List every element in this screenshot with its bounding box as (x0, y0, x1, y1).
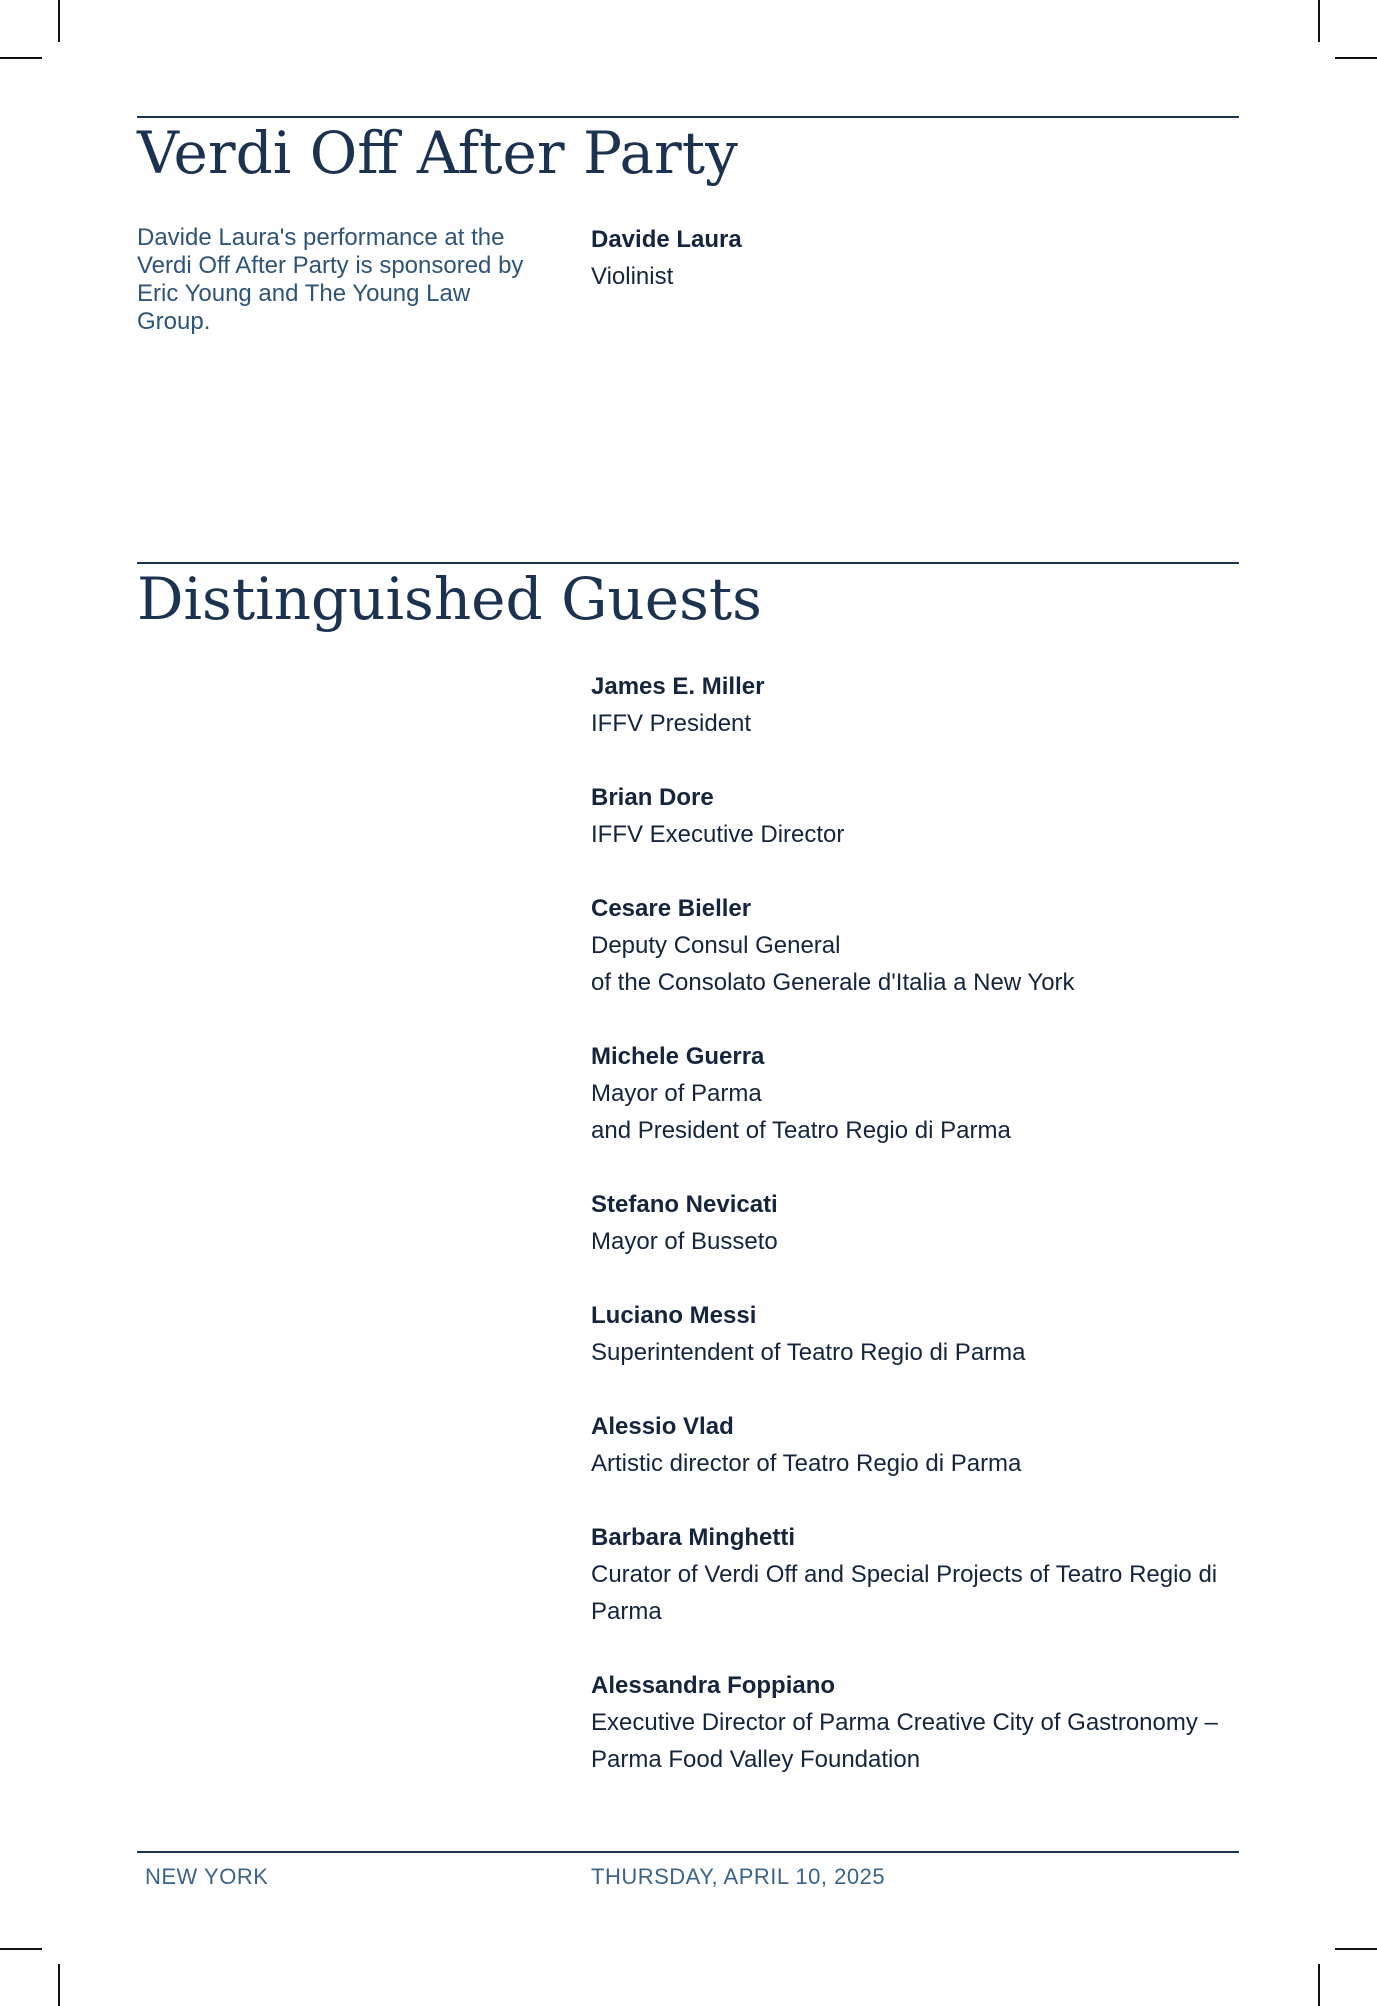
guest-title-line: IFFV Executive Director (591, 821, 845, 848)
footer-date: THURSDAY, APRIL 10, 2025 (591, 1864, 886, 1889)
performer-name: Davide Laura (591, 226, 742, 253)
performer-entry (591, 221, 1231, 295)
crop-mark-top-left-horizontal (0, 57, 42, 59)
guest-name: Stefano Nevicati (591, 1191, 778, 1218)
guest-name: Michele Guerra (591, 1043, 765, 1070)
guest-title-line: Mayor of Busseto (591, 1228, 778, 1255)
crop-mark-top-right-horizontal (1335, 57, 1377, 59)
guest-entry (591, 1519, 1231, 1630)
guest-name: Luciano Messi (591, 1302, 757, 1329)
crop-mark-bottom-left-horizontal (0, 1948, 42, 1950)
guest-name: Barbara Minghetti (591, 1524, 796, 1551)
guest-name: Brian Dore (591, 784, 714, 811)
crop-mark-top-right-vertical (1318, 0, 1320, 42)
guest-title-line: Mayor of Parma (591, 1080, 762, 1107)
guest-title-line: of the Consolato Generale d'Italia a New York (591, 969, 1075, 996)
guest-title-line: Artistic director of Teatro Regio di Parma (591, 1450, 1022, 1477)
section-rule-guests (137, 562, 1239, 564)
guest-entry (591, 1186, 1231, 1260)
guest-name: Alessandra Foppiano (591, 1672, 836, 1699)
performance-title: Verdi Off After Party (137, 119, 738, 187)
guest-title-line: and President of Teatro Regio di Parma (591, 1117, 1011, 1144)
guest-title-line: Deputy Consul General (591, 932, 841, 959)
guest-entry (591, 1297, 1231, 1371)
crop-mark-bottom-left-vertical (58, 1964, 60, 2006)
crop-mark-top-left-vertical (58, 0, 60, 42)
footer-location: NEW YORK (145, 1864, 269, 1889)
guest-list (591, 668, 1231, 1815)
guest-name: Cesare Bieller (591, 895, 752, 922)
guest-title-line: Curator of Verdi Off and Special Projects of Teatro Regio di Parma (591, 1561, 1218, 1625)
footer-rule (137, 1851, 1239, 1853)
sponsor-note: Davide Laura's performance at the Verdi Off After Party is sponsored by Eric Young and The Young Law Group. (137, 224, 524, 335)
crop-mark-bottom-right-horizontal (1335, 1948, 1377, 1950)
guest-title-line: Executive Director of Parma Creative City of Gastronomy – Parma Food Valley Foundation (591, 1709, 1218, 1773)
guest-entry (591, 1038, 1231, 1149)
performer-role: Violinist (591, 263, 674, 290)
guest-title-line: Superintendent of Teatro Regio di Parma (591, 1339, 1026, 1366)
section-rule-performance (137, 116, 1239, 118)
crop-mark-bottom-right-vertical (1318, 1964, 1320, 2006)
guest-entry (591, 890, 1231, 1001)
guest-entry (591, 668, 1231, 742)
guest-name: Alessio Vlad (591, 1413, 734, 1440)
guest-entry (591, 1667, 1231, 1778)
guest-entry (591, 779, 1231, 853)
guests-title: Distinguished Guests (137, 565, 762, 633)
guest-entry (591, 1408, 1231, 1482)
guest-title-line: IFFV President (591, 710, 752, 737)
guest-name: James E. Miller (591, 673, 765, 700)
